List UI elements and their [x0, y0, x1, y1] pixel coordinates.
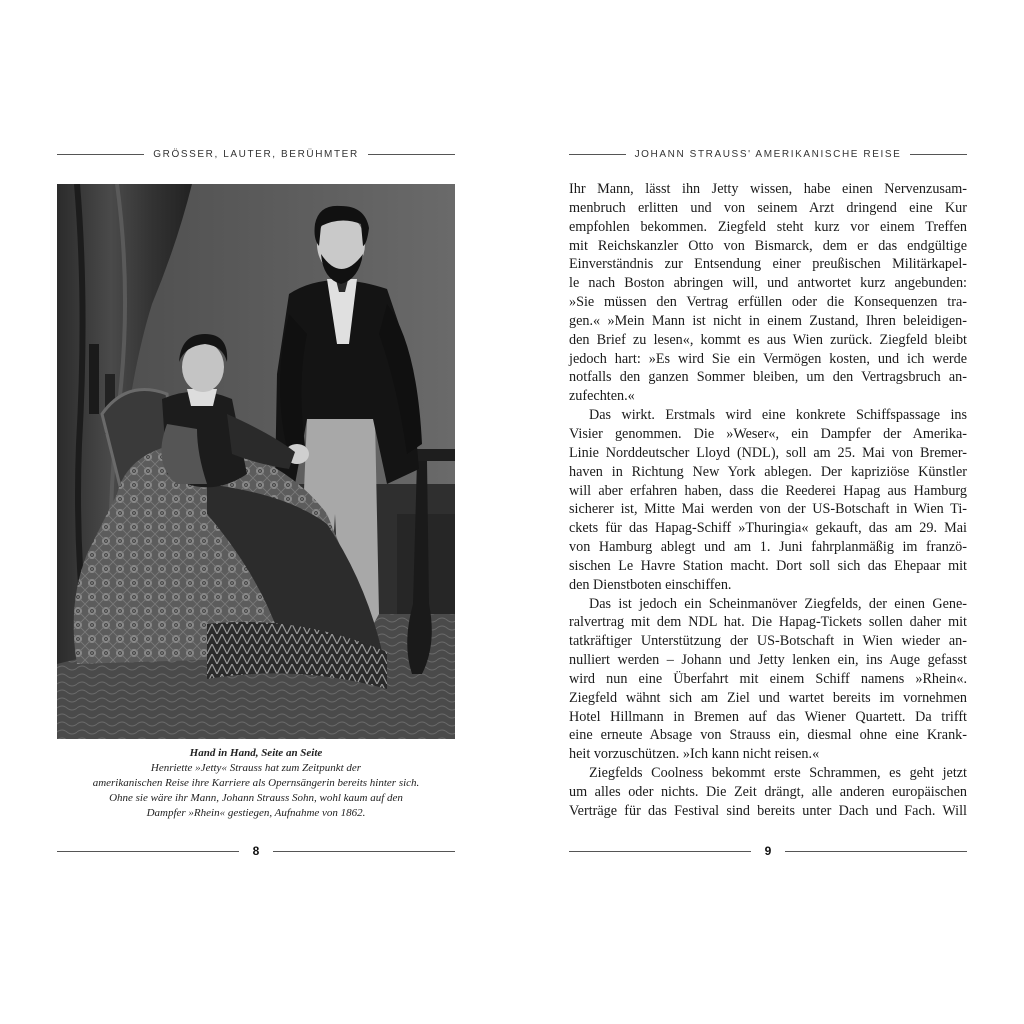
folio-rule-left: [57, 851, 239, 852]
folio-rule-left: [569, 851, 751, 852]
text-line: Ihr Mann, lässt ihn Jetty wissen, habe einen Nervenzusam-: [569, 181, 967, 197]
text-line: sicherer ist, Mitte Mai werden von der US-Botschaft in Wien Ti-: [569, 501, 967, 518]
running-head-left: [57, 146, 455, 162]
caption-line: amerikanischen Reise ihre Karriere als Opernsängerin bereits hinter sich.: [92, 777, 420, 789]
text-line: ckets für das Hapag-Schiff »Thuringia« gekauft, das am 29. Mai: [569, 520, 967, 537]
text-line: heit vorzuschützen. »Ich kann nicht reisen.«: [569, 746, 820, 763]
text-line: Ziegfeld wähnt sich am Ziel und wartet bereits im vornehmen: [569, 689, 967, 706]
caption-line: Dampfer »Rhein« gestiegen, Aufnahme von 1862.: [146, 807, 366, 819]
running-head-right: [569, 146, 967, 162]
header-rule-left: [569, 154, 626, 155]
text-line: gen.« »Mein Mann ist nicht in einem Zustand, Ihren beleidigen-: [569, 312, 967, 329]
text-line: Visier genommen. Die »Weser«, ein Dampfer der Amerika-: [569, 425, 967, 442]
text-line: ralvertrag mit dem NDL hat. Die Hapag-Tickets sollen daher mit: [569, 614, 967, 631]
body-text: [569, 180, 967, 821]
photo-illustration: [57, 184, 455, 739]
text-line: empfohlen bekommen. Ziegfeld steht kurz vor einem Treffen: [569, 218, 967, 235]
text-line: Das wirkt. Erstmals wird eine konkrete Schiffspassage ins: [589, 407, 967, 424]
text-line: Hotel Hillmann in Bremen auf das Wiener Quartett. Da trifft: [569, 708, 967, 725]
text-line: Verträge für das Festival sind bereits unter Dach und Fach. Will: [569, 802, 967, 819]
folio-right: [569, 843, 967, 859]
text-line: notfalls den ganzen Sommer bleiben, um den Vertragsbruch an-: [569, 369, 967, 386]
text-line: sischen Le Havre Station macht. Dort soll sich das Ehepaar mit: [569, 557, 967, 574]
header-rule-left: [57, 154, 144, 155]
text-line: Ziegfelds Coolness bekommt erste Schrammen, es geht jetzt: [589, 765, 967, 782]
text-line: jedoch hart: »Es wird Sie ein Vermögen kosten, und ich werde: [569, 350, 967, 367]
text-line: haven in Richtung New York ablegen. Der kapriziöse Künstler: [569, 463, 967, 480]
text-line: will aber erfahren haben, dass die Reederei Hapag aus Hamburg: [569, 482, 967, 499]
folio-left: [57, 843, 455, 859]
portrait-photograph: [57, 184, 455, 739]
text-line: Das ist jedoch ein Scheinmanöver Ziegfelds, der einen Gene-: [589, 595, 967, 612]
text-line: le nach Boston abringen will, und antwortet kurz angebunden:: [569, 275, 967, 292]
text-line: mit Reichskanzler Otto von Bismarck, dem er das endgültige: [569, 237, 967, 254]
text-line: Linie Norddeutscher Lloyd (NDL), soll am 25. Mai von Bremer-: [569, 444, 967, 461]
text-line: »Sie müssen den Vertrag erfüllen oder die Konsequenzen tra-: [569, 294, 967, 311]
caption-line: Ohne sie wäre ihr Mann, Johann Strauss Sohn, wohl kaum auf den: [109, 792, 403, 804]
header-rule-right: [368, 154, 455, 155]
text-line: eine erneute Absage von Strauss ein, diesmal ohne eine Krank-: [569, 727, 967, 744]
text-line: Einverständnis zur Entsendung einer preußischen Militärkapel-: [569, 256, 967, 273]
page-number: 8: [252, 844, 260, 858]
folio-rule-right: [785, 851, 967, 852]
caption-title: Hand in Hand, Seite an Seite: [189, 747, 323, 759]
running-head-text: JOHANN STRAUSS' AMERIKANISCHE REISE: [634, 148, 902, 160]
running-head-text: GRÖSSER, LAUTER, BERÜHMTER: [153, 148, 359, 160]
right-page: [512, 0, 1024, 1024]
folio-rule-right: [273, 851, 455, 852]
text-line: wird nun eine Überfahrt mit einem Schiff namens »Rhein«.: [569, 670, 967, 687]
text-line: um alles oder nichts. Die Zeit drängt, alle anderen europäischen: [569, 784, 967, 800]
text-line: den Brief zu lesen«, kommt es aus Wien zurück. Ziegfeld bleibt: [569, 331, 967, 348]
photo-caption: [57, 746, 455, 821]
text-line: zufechten.«: [569, 388, 635, 405]
text-line: von Hamburg ablegt und am 1. Juni fahrplanmäßig im franzö-: [569, 539, 967, 556]
caption-line: Henriette »Jetty« Strauss hat zum Zeitpunkt der: [150, 762, 362, 774]
page-number: 9: [764, 844, 772, 858]
text-line: den Dienstboten einschiffen.: [569, 576, 732, 593]
text-line: nulliert werden – Johann und Jetty lenken ein, ins Auge gefasst: [569, 652, 967, 669]
header-rule-right: [910, 154, 967, 155]
text-line: menbruch erlitten und von seinem Arzt dringend eine Kur: [569, 199, 967, 216]
text-line: tatkräftiger Unterstützung der US-Botschaft in Wien wieder an-: [569, 633, 967, 650]
